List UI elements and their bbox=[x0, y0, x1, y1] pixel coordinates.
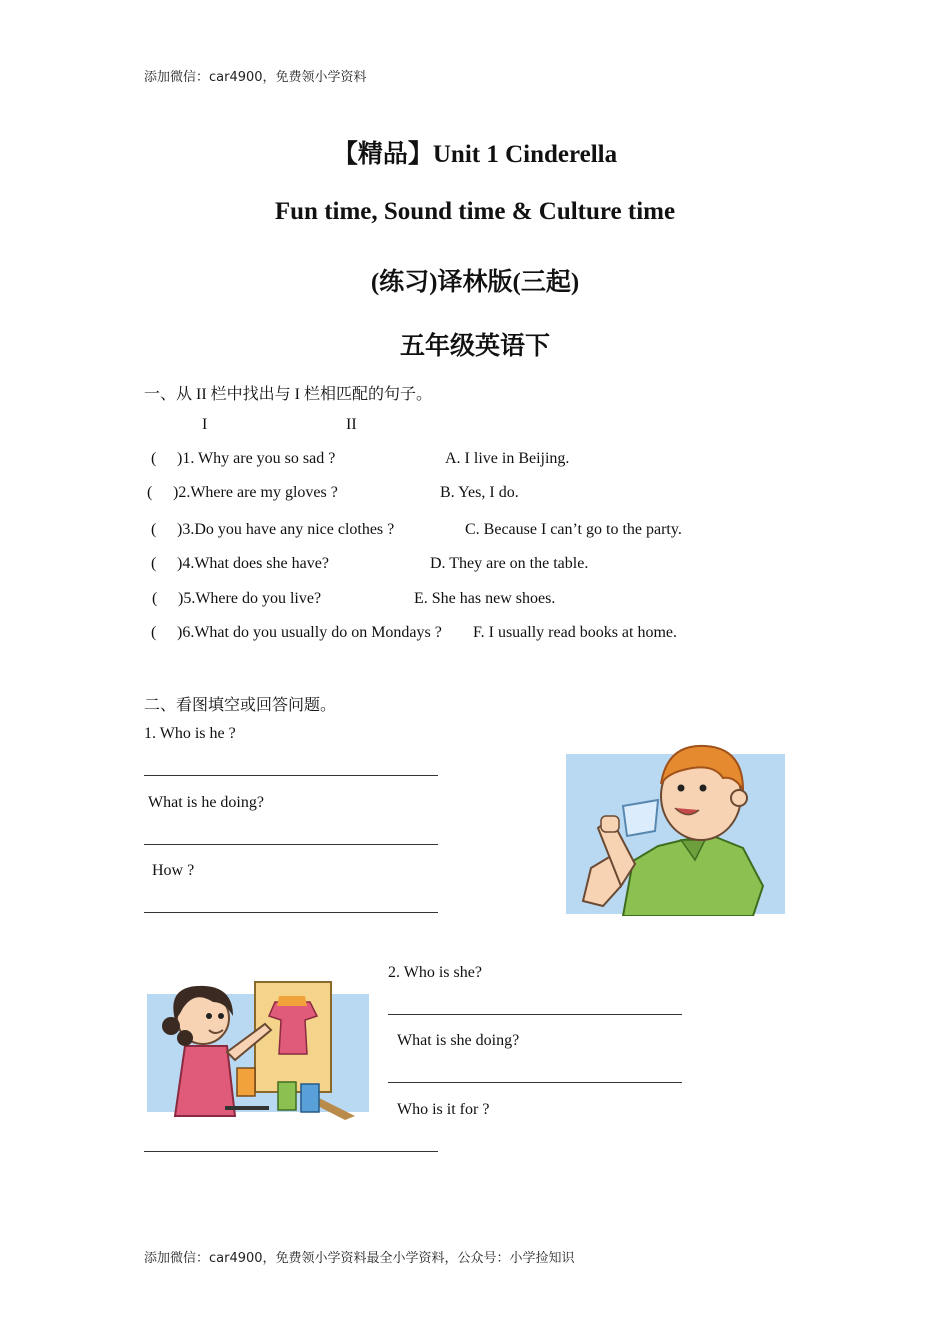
q2-who-answer-line[interactable] bbox=[388, 1014, 682, 1015]
section1-heading: 一、从 II 栏中找出与 I 栏相匹配的句子。 bbox=[144, 386, 432, 403]
option-c: C. Because I can’t go to the party. bbox=[465, 521, 682, 538]
girl-painting-dress-illustration bbox=[145, 976, 375, 1126]
title-line-1: 【精品】Unit 1 Cinderella bbox=[332, 141, 618, 168]
question-3: )3.Do you have any nice clothes ? bbox=[177, 521, 395, 538]
q1-how: How ? bbox=[152, 862, 195, 879]
q1-how-answer-line[interactable] bbox=[144, 912, 438, 913]
option-b: B. Yes, I do. bbox=[440, 484, 519, 501]
option-f: F. I usually read books at home. bbox=[473, 624, 678, 641]
option-d: D. They are on the table. bbox=[430, 555, 589, 572]
q2-who: 2. Who is she? bbox=[388, 964, 482, 981]
option-a: A. I live in Beijing. bbox=[445, 450, 570, 467]
q2-doing: What is she doing? bbox=[397, 1032, 520, 1049]
option-e: E. She has new shoes. bbox=[414, 590, 556, 607]
question-1: )1. Why are you so sad ? bbox=[177, 450, 336, 467]
q1-who: 1. Who is he ? bbox=[144, 725, 236, 742]
answer-blank-3[interactable]: ( bbox=[151, 521, 157, 538]
q1-who-answer-line[interactable] bbox=[144, 775, 438, 776]
boy-drinking-water-illustration bbox=[563, 736, 788, 916]
question-6: )6.What do you usually do on Mondays ? bbox=[177, 624, 442, 641]
title-line-2: Fun time, Sound time & Culture time bbox=[274, 198, 676, 225]
q1-doing: What is he doing? bbox=[148, 794, 264, 811]
q2-for: Who is it for ? bbox=[397, 1101, 490, 1118]
answer-blank-5[interactable]: ( bbox=[152, 590, 158, 607]
section2-heading: 二、看图填空或回答问题。 bbox=[144, 697, 337, 714]
column-i-label: I bbox=[202, 416, 208, 433]
question-4: )4.What does she have? bbox=[177, 555, 329, 572]
answer-blank-1[interactable]: ( bbox=[151, 450, 157, 467]
question-5: )5.Where do you live? bbox=[178, 590, 322, 607]
q2-for-answer-line[interactable] bbox=[144, 1151, 438, 1152]
answer-blank-4[interactable]: ( bbox=[151, 555, 157, 572]
answer-blank-2[interactable]: ( bbox=[147, 484, 153, 501]
column-ii-label: II bbox=[346, 416, 357, 433]
title-line-3: (练习)译林版(三起) bbox=[370, 269, 580, 296]
q1-doing-answer-line[interactable] bbox=[144, 844, 438, 845]
page-header: 添加微信：car4900，免费领小学资料 bbox=[144, 70, 367, 85]
page-footer: 添加微信：car4900，免费领小学资料最全小学资料，公众号：小学捡知识 bbox=[144, 1251, 575, 1266]
answer-blank-6[interactable]: ( bbox=[151, 624, 157, 641]
title-line-4: 五年级英语下 bbox=[399, 333, 550, 360]
q2-doing-answer-line[interactable] bbox=[388, 1082, 682, 1083]
question-2: )2.Where are my gloves ? bbox=[173, 484, 338, 501]
